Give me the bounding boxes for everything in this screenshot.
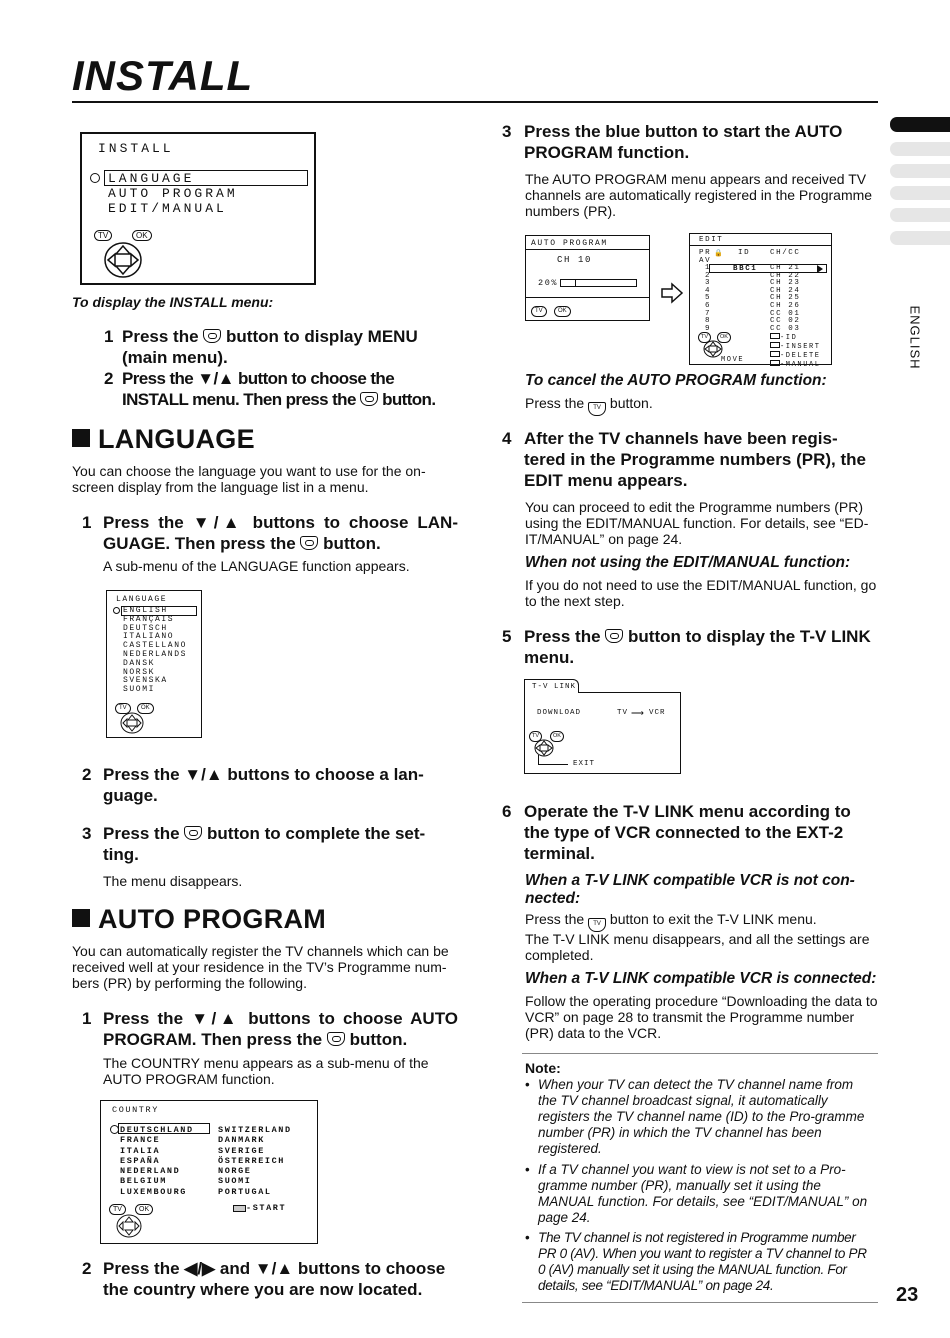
auto-program-menu-screen: [525, 235, 650, 321]
edit-col-id: ID: [738, 249, 751, 257]
edit-pr[interactable]: 1: [705, 264, 712, 272]
right-step4-desc: You can proceed to edit the Programme numbers (PR) using the EDIT/MANUAL function. For details, see “ED-IT/MANUAL” on page 24.: [525, 499, 869, 547]
step-text: Press the: [103, 824, 180, 843]
edit-ch: CC 02: [770, 317, 801, 326]
country-col-2: [218, 1125, 292, 1197]
language-step3: [82, 823, 442, 865]
edit-menu-screen: [689, 233, 832, 369]
language-option[interactable]: FRANÇAIS: [123, 614, 175, 624]
tab-2[interactable]: [890, 142, 950, 156]
country-option[interactable]: ITALIA: [120, 1145, 161, 1156]
country-option[interactable]: SVERIGE: [218, 1145, 265, 1156]
ok-button-icon: OK: [550, 731, 564, 742]
step-number: 3: [502, 122, 512, 141]
text: Press the: [525, 395, 585, 411]
tab-3[interactable]: [890, 164, 950, 178]
edit-option-insert[interactable]: [770, 342, 821, 351]
notcompat-desc: The T-V LINK menu disappears, and all the settings are completed.: [525, 931, 870, 963]
edit-ch: CH 26: [770, 301, 801, 310]
ok-button-icon: [605, 629, 623, 643]
compat-heading: When a T-V LINK compatible VCR is connected:: [525, 970, 877, 987]
tv-button-icon: TV: [588, 402, 606, 416]
page-title: INSTALL: [72, 52, 254, 99]
edit-pr[interactable]: 5: [705, 294, 712, 303]
connector-line: [538, 755, 568, 765]
country-option[interactable]: ESPAÑA: [120, 1155, 161, 1166]
edit-ch: CH 23: [770, 279, 801, 288]
note-top-rule: [522, 1053, 878, 1054]
country-option[interactable]: NEDERLAND: [120, 1166, 181, 1177]
step-number: 6: [502, 802, 512, 821]
step-text: Operate the T-V LINK menu according to the type of VCR connected to the EXT-2 terminal.: [524, 802, 851, 863]
right-step4: [502, 428, 878, 491]
note-bottom-rule: [522, 1302, 878, 1303]
edit-pr[interactable]: 7: [705, 309, 712, 318]
tv-button-icon: TV: [115, 703, 131, 714]
ok-button-icon: [184, 826, 202, 840]
edit-option-delete[interactable]: [770, 351, 821, 360]
edit-pr-list: [705, 265, 711, 333]
heading-text: AUTO PROGRAM: [98, 904, 327, 934]
ap-menu-title: AUTO PROGRAM: [531, 239, 608, 248]
edit-ch-list: [770, 265, 801, 333]
edit-menu-title: EDIT: [699, 236, 724, 244]
language-intro: You can choose the language you want to use for the on-screen display from the language list in a menu.: [72, 463, 426, 495]
country-option[interactable]: NORGE: [218, 1166, 252, 1177]
auto-program-step2: [82, 1258, 462, 1300]
country-option[interactable]: DEUTSCHLAND: [120, 1125, 194, 1135]
tvlink-exit[interactable]: EXIT: [573, 760, 596, 768]
edit-av: AV: [699, 257, 712, 265]
option-label: -DELETE: [780, 352, 821, 360]
edit-ch: CH 22: [770, 271, 801, 280]
dpad-icon: [102, 240, 144, 280]
step-text: Press the ▼/▲ buttons to choose a lan-guage.: [103, 765, 424, 805]
ok-button-icon: [327, 1032, 345, 1046]
right-step3-desc: The AUTO PROGRAM menu appears and received TV channels are automatically registered in the Programme numbers (PR).: [525, 171, 873, 219]
step-text: Press the ▼/▲ buttons to choose LAN-GUAGE. Then press the: [103, 513, 458, 553]
tv-button-icon: TV: [588, 918, 606, 932]
install-item-language[interactable]: LANGUAGE: [108, 171, 195, 186]
divider: [526, 249, 649, 250]
step-text: Press the blue button to start the AUTO PROGRAM function.: [524, 122, 843, 162]
edit-option-id[interactable]: [770, 333, 821, 342]
note-text: If a TV channel you want to view is not set to a Pro-gramme number (PR), manually set it using the MANUAL function. For details, see “EDIT/MANUAL” on page 24.: [538, 1162, 868, 1225]
cancel-desc: [525, 395, 653, 416]
edit-pr[interactable]: 3: [705, 279, 712, 288]
notcompat-instr: [525, 911, 817, 932]
step-text: After the TV channels have been regis-tered in the Programme numbers (PR), the EDIT menu appears.: [524, 429, 866, 490]
right-step5: [502, 626, 878, 668]
step-text: Press the: [524, 627, 601, 646]
edit-options: [770, 333, 821, 369]
display-install-heading: To display the INSTALL menu:: [72, 294, 274, 310]
language-option[interactable]: ITALIANO: [123, 632, 175, 642]
tvlink-title: T-V LINK: [532, 683, 577, 691]
tab-4[interactable]: [890, 186, 950, 200]
country-menu-screen: [100, 1100, 318, 1244]
country-option[interactable]: DANMARK: [218, 1135, 265, 1146]
edit-row-highlight: [709, 264, 827, 273]
blue-button-icon: [233, 1205, 246, 1212]
tv-button-icon: TV: [94, 230, 112, 241]
step-number: 1: [82, 513, 92, 532]
country-col-1: [120, 1125, 194, 1197]
language-menu-title: LANGUAGE: [116, 595, 168, 604]
title-divider: [72, 101, 878, 103]
edit-ch: CH 24: [770, 286, 801, 295]
note-item: [525, 1162, 869, 1226]
install-menu-screen: [80, 132, 316, 285]
step-number: 2: [104, 369, 113, 388]
language-menu-screen: [106, 590, 202, 738]
edit-pr[interactable]: 8: [705, 317, 712, 326]
language-step3-desc: The menu disappears.: [103, 873, 243, 889]
country-option[interactable]: LUXEMBOURG: [120, 1186, 188, 1197]
edit-ch: CC 03: [770, 324, 801, 333]
step-text: button to display the T-V LINK menu.: [524, 627, 871, 667]
language-option[interactable]: ENGLISH: [123, 606, 168, 615]
edit-pr[interactable]: 6: [705, 301, 712, 310]
option-label: -INSERT: [780, 343, 821, 351]
language-step1-desc: A sub-menu of the LANGUAGE function appears.: [103, 558, 410, 574]
tvlink-vcr: VCR: [649, 709, 666, 717]
country-option[interactable]: SUOMI: [218, 1176, 252, 1187]
option-label: -ID: [780, 334, 798, 342]
step-text: button.: [349, 1030, 408, 1049]
country-option[interactable]: BELGIUM: [120, 1176, 167, 1187]
step-number: 1: [104, 327, 114, 346]
progress-fill: [561, 280, 576, 286]
country-option[interactable]: FRANCE: [120, 1135, 161, 1146]
country-option[interactable]: ÖSTERREICH: [218, 1155, 286, 1166]
step-text: Press the ▼/▲ buttons to choose AUTO PROGRAM. Then press the: [103, 1009, 458, 1049]
edit-pr[interactable]: 9: [705, 324, 712, 333]
install-menu-title: INSTALL: [98, 141, 174, 156]
ok-button-icon: [300, 536, 318, 550]
edit-pr[interactable]: 2: [705, 271, 712, 280]
edit-pr[interactable]: 4: [705, 286, 712, 295]
compat-desc: Follow the operating procedure “Downloading the data to VCR” on page 28 to transmit the Programme number (PR) data to the VCR.: [525, 993, 878, 1041]
install-item-auto-program[interactable]: AUTO PROGRAM: [108, 186, 238, 201]
install-item-edit-manual[interactable]: EDIT/MANUAL: [108, 201, 227, 216]
step-text: Press the ◀/▶ and ▼/▲ buttons to choose the country where you are now located.: [103, 1259, 446, 1299]
bullet-icon: •: [525, 1162, 530, 1177]
tab-active[interactable]: [890, 117, 950, 132]
tvlink-menu-screen: [524, 683, 681, 774]
auto-program-step1-desc: The COUNTRY menu appears as a sub-menu of the AUTO PROGRAM function.: [103, 1055, 429, 1087]
tvlink-download[interactable]: DOWNLOAD: [537, 709, 582, 717]
side-language-label: ENGLISH: [907, 305, 923, 370]
step-number: 2: [82, 1259, 92, 1278]
ok-button-icon: OK: [132, 230, 152, 241]
dpad-icon: [115, 1213, 143, 1239]
language-step1: [82, 512, 458, 554]
ok-button-icon: OK: [135, 1204, 153, 1215]
country-option[interactable]: PORTUGAL: [218, 1186, 272, 1197]
ap-menu-percent: 20%: [538, 278, 559, 288]
language-option[interactable]: NORSK: [123, 667, 156, 677]
auto-program-heading: [72, 904, 326, 935]
tvlink-tv: TV: [617, 709, 629, 717]
ok-button-icon: [203, 329, 221, 343]
notusing-desc: If you do not need to use the EDIT/MANUAL function, go to the next step.: [525, 577, 877, 609]
language-step2: [82, 764, 442, 806]
ap-menu-channel: CH 10: [557, 255, 593, 265]
text: button.: [609, 395, 653, 411]
tab-6[interactable]: [890, 231, 950, 245]
divider: [526, 297, 649, 298]
edit-col-chcc: CH/CC: [770, 249, 801, 257]
note-text: The TV channel is not registered in Programme number PR 0 (AV). When you want to register a TV channel to PR 0 (AV) manually set it using the MANUAL function. For details, see “EDIT/MANUAL” on page 24.: [538, 1230, 867, 1293]
step-number: 3: [82, 824, 92, 843]
step-number: 2: [82, 765, 92, 784]
cursor-icon: [90, 173, 100, 183]
text: Press the: [525, 911, 585, 927]
note-title: Note:: [525, 1060, 561, 1076]
cancel-heading: To cancel the AUTO PROGRAM function:: [525, 372, 827, 389]
ok-button-icon: OK: [137, 703, 154, 714]
edit-option-manual[interactable]: [770, 360, 821, 369]
step-text: Press the: [122, 327, 199, 346]
tab-5[interactable]: [890, 208, 950, 222]
note-item: [525, 1230, 869, 1294]
arrow-right-icon: ⟶: [631, 708, 644, 718]
page-number: 23: [896, 1284, 919, 1306]
square-bullet-icon: [72, 909, 90, 927]
note-item: [525, 1077, 869, 1157]
square-bullet-icon: [72, 429, 90, 447]
step-text: button.: [382, 390, 436, 409]
language-option[interactable]: DANSK: [123, 658, 156, 668]
right-step3: [502, 121, 878, 163]
language-option[interactable]: SVENSKA: [123, 676, 168, 686]
country-option[interactable]: SWITZERLAND: [218, 1125, 292, 1135]
tv-button-icon: TV: [529, 731, 542, 742]
edit-col-pr: PR: [699, 249, 712, 257]
bullet-icon: •: [525, 1230, 530, 1245]
notusing-heading: When not using the EDIT/MANUAL function:: [525, 554, 851, 571]
country-menu-title: COUNTRY: [112, 1105, 159, 1115]
notcompat-heading: When a T-V LINK compatible VCR is not con-nected:: [525, 872, 855, 907]
divider: [690, 245, 831, 246]
language-option[interactable]: DEUTSCH: [123, 623, 168, 633]
step-text: button to complete the set-ting.: [103, 824, 426, 864]
language-option[interactable]: SUOMI: [123, 685, 156, 695]
bullet-icon: •: [525, 1077, 530, 1092]
edit-ch: CC 01: [770, 309, 801, 318]
language-list: [123, 607, 187, 695]
heading-text: LANGUAGE: [98, 424, 255, 454]
auto-program-step1: [82, 1008, 458, 1050]
display-install-step2: [104, 368, 464, 410]
step-text: Press the ▼/▲ button to choose the INSTALL menu. Then press the: [122, 369, 395, 409]
tv-button-icon: TV: [698, 332, 711, 343]
ok-button-icon: [360, 392, 378, 406]
step-number: 1: [82, 1009, 92, 1028]
step-number: 4: [502, 429, 512, 448]
country-start-label: -START: [246, 1203, 287, 1213]
edit-id-first: BBC1: [733, 265, 758, 273]
text: button to exit the T-V LINK menu.: [609, 911, 817, 927]
play-arrow-icon: [817, 265, 823, 273]
language-option[interactable]: CASTELLANO: [123, 641, 188, 651]
tv-button-icon: TV: [109, 1204, 126, 1215]
option-label: -MANUAL: [780, 361, 821, 369]
edit-move-label: MOVE: [721, 356, 745, 364]
step-text: button to display MENU (main menu).: [122, 327, 418, 367]
progress-bar: [560, 279, 637, 287]
language-heading: [72, 424, 255, 455]
display-install-step1: [104, 326, 456, 368]
cursor-icon: [113, 607, 120, 614]
edit-ch: CH 21: [770, 264, 801, 272]
step-text: button.: [323, 534, 381, 553]
tv-button-icon: TV: [531, 306, 547, 317]
language-option[interactable]: NEDERLANDS: [123, 649, 188, 659]
ok-button-icon: OK: [717, 332, 731, 343]
right-step6: [502, 801, 878, 864]
arrow-right-icon: [660, 282, 684, 304]
lock-icon: 🔒: [714, 250, 723, 257]
step-number: 5: [502, 627, 512, 646]
edit-ch: CH 25: [770, 294, 801, 303]
dpad-icon: [119, 711, 145, 735]
note-text: When your TV can detect the TV channel name from the TV channel broadcast signal, it automatically registers the TV channel name (ID) to the Pro-gramme number (PR) in which the TV channel has been registered.: [538, 1077, 865, 1156]
auto-program-intro: You can automatically register the TV channels which can be received well at your residence in the TV’s Programme num-bers (PR) by performing the following.: [72, 943, 449, 991]
ok-button-icon: OK: [554, 306, 571, 317]
